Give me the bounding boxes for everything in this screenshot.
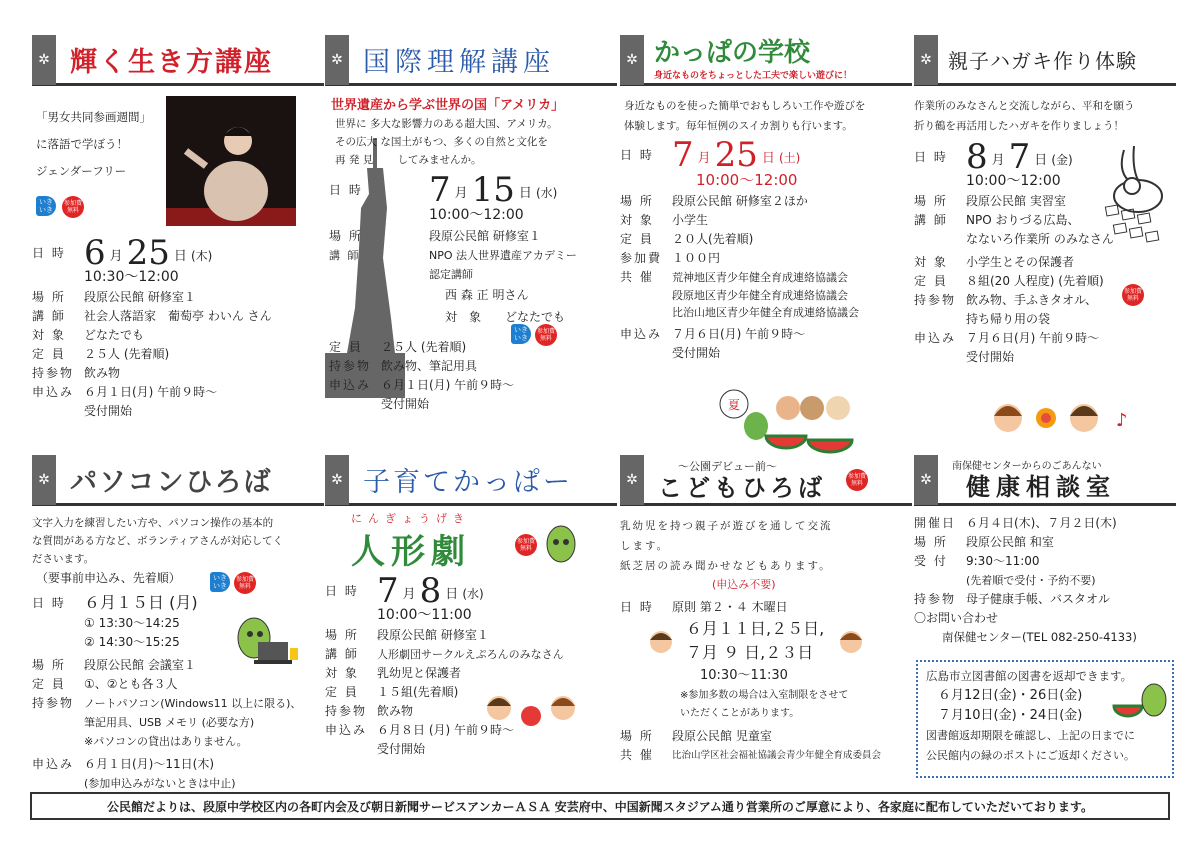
free-badge: 参加費 無料 (515, 534, 537, 556)
flower-icon: ✲ (325, 455, 349, 505)
pre-title: 南保健センターからのごあんない (952, 461, 1102, 472)
flower-icon: ✲ (620, 35, 644, 85)
info-row: 場 所 段原公民館 児童室 (620, 729, 772, 743)
panel-puppet (325, 456, 617, 782)
info-row: 講 師 社会人落語家 葡萄亭 わいん さん (32, 309, 272, 323)
library-return-box (916, 660, 1174, 778)
bring-continue: 持ち帰り用の袋 (966, 312, 1051, 326)
info-row: 講 師 NPO おりづる広島、 (914, 213, 1080, 227)
lecturer-title: 認定講師 (429, 268, 473, 281)
intro-text: 「男女共同参画週間」 に落語で学ぼう！ ジェンダーフリー (36, 110, 151, 178)
panel-title: 子育てかっぱー (363, 467, 573, 498)
panel-title: 親子ハガキ作り体験 (948, 49, 1137, 73)
free-badge: 参加費 無料 (62, 196, 84, 218)
panel-header (32, 36, 324, 86)
time: 10:30〜11:30 (700, 668, 788, 683)
time: 10:00〜11:00 (377, 607, 472, 623)
panel-title: 輝く生き方講座 (70, 47, 273, 78)
info-row: 申込み ６月１日(月) 午前９時〜 (32, 385, 218, 399)
panel-kodomo (620, 456, 912, 782)
info-row: 場 所 段原公民館 和室 (914, 535, 1054, 549)
panel-pc (32, 456, 324, 790)
library-text: 図書館返却期限を確認し、上記の日までに (926, 729, 1135, 742)
children-flower-illustration (994, 396, 1134, 442)
apply-continue: 受付開始 (377, 742, 426, 756)
library-text: 公民館内の緑のポストにご返却ください。 (926, 749, 1135, 762)
inquiry-label: 〇お問い合わせ (914, 611, 999, 625)
ikiiki-badge: いき いき (511, 324, 531, 344)
date-row: 日 時 7 月 25 日 (土) (620, 135, 801, 175)
summer-label: 夏 (727, 398, 741, 412)
child-face-left (648, 628, 674, 658)
panel-header (620, 456, 912, 506)
ruby-text: にんぎょうげき (351, 512, 470, 525)
date-list: ６月１１日,２５日, (686, 619, 825, 638)
panel-hagaki (914, 36, 1176, 446)
time: 10:30〜12:00 (84, 269, 179, 285)
panel-title: こどもひろば (658, 473, 826, 502)
panel-health (914, 456, 1176, 782)
watermelon-animals-illustration (716, 386, 866, 446)
info-row: 講 師 人形劇団サークルえぷろんのみなさん (325, 647, 564, 661)
info-row: 定 員 ①、②とも各３人 (32, 677, 178, 691)
time-slot: ① 13:30〜14:25 (84, 616, 180, 630)
info-row: 定 員 １５組(先着順) (325, 685, 459, 699)
sub-title: 人形劇 (351, 532, 471, 572)
cohost: 比治山地区青少年健全育成連絡協議会 (672, 306, 859, 319)
date-row: 日 時 7 月 8 日 (水) (325, 571, 484, 611)
info-row: 対 象 小学生 (620, 213, 709, 227)
no-application: (申込み不要) (712, 578, 776, 591)
panel-title: パソコンひろば (70, 467, 273, 498)
time: 10:00〜12:00 (966, 173, 1061, 189)
panel-kokusai (325, 36, 617, 446)
library-date: ６月12日(金)・26日(金) (938, 688, 1083, 703)
reception-note: (先着順で受付・予約不要) (966, 574, 1096, 587)
kappa-laptop-illustration (228, 608, 298, 668)
info-row: 参加費 １００円 (620, 251, 721, 265)
panel-kagayaku (32, 36, 324, 446)
info-row: 持参物 飲み物 (32, 366, 121, 380)
date-row: 日 時 ６月１５日 (月) (32, 593, 198, 612)
bring-continue: 筆記用具、USB メモリ (必要な方) (84, 716, 255, 729)
intro-text: 作業所のみなさんと交流しながら、平和を願う 折り鶴を再活用したハガキを作りましょう！ (914, 100, 1135, 132)
bring-continue: ※パソコンの貸出はありません。 (84, 735, 248, 748)
panel-header (914, 456, 1176, 506)
apply-continue: (参加申込みがないときは中止) (84, 777, 236, 790)
date-row: 日 時 8 月 7 日 (金) (914, 137, 1073, 177)
flower-icon: ✲ (325, 35, 349, 85)
info-row: 共 催 比治山学区社会福祉協議会青少年健全育成委員会 (620, 748, 882, 762)
date-row: 日 時 原則 第２・４ 木曜日 (620, 600, 788, 614)
inquiry-contact: 南保健センター(TEL 082-250-4133) (942, 630, 1137, 644)
info-row: 開催日 ６月４日(木)、７月２日(木) (914, 516, 1117, 530)
rakugo-photo (166, 96, 296, 226)
panel-header (32, 456, 324, 506)
info-row: 申込み ６月８日 (月) 午前９時〜 (325, 723, 514, 737)
info-row: 持参物 飲み物、手ふきタオル、 (914, 293, 1098, 307)
subtitle: 世界遺産から学ぶ世界の国「アメリカ」 (331, 98, 565, 113)
info-row: 申込み ６月１日(月)〜11日(木) (32, 757, 214, 771)
footer-notice: 公民館だよりは、段原中学校区内の各町内会及び朝日新聞サービスアンカーＡＳＡ 安芸府中、中国新聞スタジアム通り営業所のご厚意により、各家庭に配布していただいております。 (30, 792, 1170, 820)
time: 10:00〜12:00 (429, 207, 524, 223)
library-text: 広島市立図書館の図書を返却できます。 (926, 669, 1133, 683)
apply-continue: 受付開始 (84, 404, 133, 418)
children-puppets-illustration (481, 686, 581, 736)
info-row: 持参物 飲み物 (325, 704, 414, 718)
apply-continue: 受付開始 (966, 350, 1015, 364)
info-row: 持参物 ノートパソコン(Windows11 以上に限る)、 (32, 696, 302, 710)
panel-header (620, 36, 912, 86)
info-row: 申込み ６月１日(月) 午前９時〜 (329, 378, 515, 392)
free-badge: 参加費 無料 (234, 572, 256, 594)
info-row: 申込み ７月６日(月) 午前９時〜 (620, 327, 806, 341)
info-row: 場 所 段原公民館 研修室２ほか (620, 194, 808, 208)
apply-continue: 受付開始 (381, 397, 430, 411)
info-row: 場 所 段原公民館 研修室１ (32, 290, 196, 304)
library-date: ７月10日(金)・24日(金) (938, 708, 1083, 723)
info-row: 申込み ７月６日(月) 午前９時〜 (914, 331, 1100, 345)
info-row: 定 員 ２０人(先着順) (620, 232, 754, 246)
date-row: 日 時 6 月 25 日 (木) (32, 233, 213, 273)
target: 対 象 どなたでも (445, 310, 566, 324)
info-row: 場 所 段原公民館 実習室 (914, 194, 1066, 208)
lecturer-name: 西 森 正 明さん (445, 288, 529, 302)
child-face-right (838, 628, 864, 658)
svg-text:♪: ♪ (1116, 410, 1128, 431)
panel-header (914, 36, 1176, 86)
free-badge: 参加費 無料 (535, 324, 557, 346)
flower-icon: ✲ (914, 35, 938, 85)
info-row: 場 所 段原公民館 研修室１ (329, 229, 541, 243)
info-row: 持参物 飲み物、筆記用具 (329, 359, 478, 373)
ikiiki-badge: いき いき (210, 572, 230, 592)
info-row: 定 員 ２５人 (先着順) (329, 340, 467, 354)
intro-text: 身近なものを使った簡単でおもしろい工作や遊びを 体験します。毎年恒例のスイカ割りも行います。 (624, 100, 866, 132)
note: ※参加多数の場合は入室制限をさせて (680, 690, 849, 701)
cohost: 段原地区青少年健全育成連絡協議会 (672, 289, 848, 302)
date-list: ７月 ９ 日,２３日 (686, 643, 814, 662)
flower-icon: ✲ (32, 35, 56, 85)
apply-continue: 受付開始 (672, 346, 721, 360)
info-row: 受 付 9:30〜11:00 (914, 554, 1040, 568)
flower-icon: ✲ (914, 455, 938, 505)
info-row: 定 員 ２５人 (先着順) (32, 347, 170, 361)
free-badge: 参加費 無料 (846, 469, 868, 491)
kappa-watermelon-icon (1112, 680, 1168, 724)
hagaki-cards-illustration (1104, 204, 1174, 244)
info-row: 講 師 NPO 法人世界遺産アカデミー (329, 249, 577, 262)
time-slot: ② 14:30〜15:25 (84, 635, 180, 649)
flower-icon: ✲ (32, 455, 56, 505)
ikiiki-badge: いき いき (36, 196, 56, 216)
panel-title: 健康相談室 (966, 473, 1116, 501)
panel-title: 国際理解講座 (363, 47, 555, 78)
info-row: 場 所 段原公民館 研修室１ (325, 628, 489, 642)
panel-header (325, 456, 617, 506)
pre-title: 〜公園デビュー前〜 (678, 459, 777, 473)
note: （要事前申込み、先着順） (36, 571, 181, 585)
tagline: 身近なものをちょっとした工夫で楽しい遊びに！ (654, 71, 853, 81)
info-row: 対 象 乳幼児と保護者 (325, 666, 462, 680)
intro-text: 文字入力を練習したい方や、パソコン操作の基本的 な質問がある方など、ボランティアさんが対応してく ださいます。 (32, 517, 284, 565)
lecturer-continue: なないろ作業所 のみなさん (966, 232, 1114, 246)
info-row: 場 所 段原公民館 会議室１ (32, 658, 196, 672)
intro-text: 世界に 多大な影響力のある超大国、アメリカ。 その広大 な国土がもつ、多くの自然と文化を 再 発 見 してみませんか。 (335, 118, 558, 166)
date-row: 日 時 7 月 15 日 (水) (329, 170, 558, 210)
info-row: 共 催 荒神地区青少年健全育成連絡協議会 (620, 270, 848, 284)
info-row: 対 象 どなたでも (32, 328, 145, 342)
time: 10:00〜12:00 (696, 171, 798, 189)
panel-title: かっぱの学校 (654, 38, 811, 68)
note: いただくことがあります。 (680, 708, 800, 719)
info-row: 対 象 小学生とその保護者 (914, 255, 1075, 269)
panel-header (325, 36, 617, 86)
intro-text: 乳幼児を持つ親子が遊びを通して交流 します。 紙芝居の読み聞かせなどもあります。 (620, 520, 833, 572)
info-row: 定 員 ８組(20 人程度) (先着順) (914, 274, 1104, 288)
flower-icon: ✲ (620, 455, 644, 505)
kappa-icon (543, 520, 579, 568)
info-row: 持参物 母子健康手帳、バスタオル (914, 592, 1111, 606)
panel-kappa-school (620, 36, 912, 446)
free-badge: 参加費 無料 (1122, 284, 1144, 306)
